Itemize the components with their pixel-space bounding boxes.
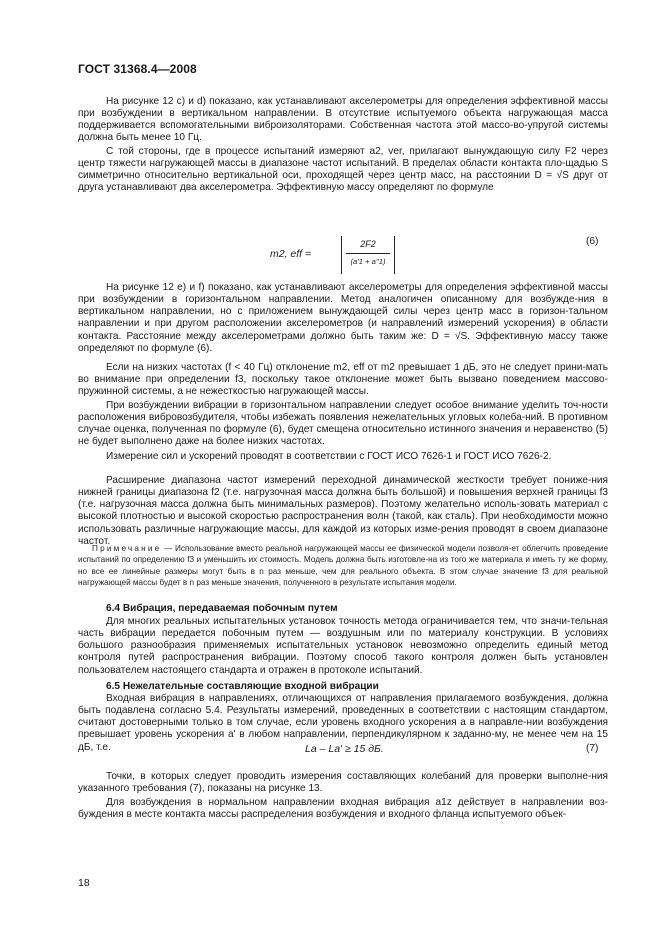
paragraph-after-7-a: Точки, в которых следует проводить измерения составляющих колебаний для проверки выполне-ния указанного требования (7), показаны на рисунке 13. bbox=[78, 771, 608, 795]
formula-6-numerator: 2F2 bbox=[360, 239, 376, 249]
formula-7-number: (7) bbox=[586, 743, 599, 754]
paragraph-1: На рисунке 12 с) и d) показано, как устанавливают акселерометры для определения эффективной массы при возбуждении в вертикальном направлении. В отсутствие испытуемого объекта нагружающая масса поддерживается вспомогательными виброизоляторами. Собственная частота этой массо-во-упругой системы должна быть менее 10 Гц. bbox=[78, 96, 608, 144]
formula-6-fraction bbox=[341, 236, 395, 274]
paragraph-after-7-b: Для возбуждения в нормальном направлении входная вибрация a1z действует в направлении воз-буждения в месте контакта массы распределения возбуждения и входного фланца испытуемого объек- bbox=[78, 797, 608, 821]
formula-6-number: (6) bbox=[586, 236, 599, 247]
section-6-5-text: Входная вибрация в направлениях, отличающихся от направления прилагаемого возбуждения, должна быть подавлена согласно 5.4. Результаты измерений, проведенных в соответствии с настоящим стандартом, считают достоверными только в том случае, если уровень входного ускорения a в направле-нии возбуждения превышает уровень ускорения a' в любом направлении, перпендикулярном к заданно-му, не менее чем на 15 дБ, т.е. bbox=[78, 693, 608, 753]
paragraph-2: С той стороны, где в процессе испытаний измеряют a2, ver, прилагают вынуждающую силу F2 через центр тяжести нагружающей массы в диапазоне частот испытаний. В пределах области контакта пло-щадью S симметрично относительно вертикальной оси, проходящей через центр масс, на расстоянии D = √S друг от друга устанавливают два акселерометра. Эффективную массу определяют по формуле bbox=[78, 146, 608, 194]
page-number: 18 bbox=[78, 877, 90, 889]
paragraph-7: Расширение диапазона частот измерений переходной динамической жесткости требует пониже-ния нижней границы диапазона f2 (т.е. нагрузочная масса должна быть большой) и повышения верхней границы f3 (т.е. нагрузочная масса должна быть минимальных размеров). Поэтому желательно исполь-зовать материал с высокой плотностью и высокой скоростью распространения волн (такой, как сталь). При необходимости можно использовать различные нагружающие массы, для каждой из которых изме-рения проводят в своем диапазоне частот. bbox=[78, 475, 608, 547]
formula-6-denominator: (a'1 + a''1) bbox=[350, 257, 386, 266]
section-6-4-heading: 6.4 Вибрация, передаваемая побочным путем bbox=[106, 603, 338, 614]
formula-7: La – La' ≥ 15 дБ. bbox=[305, 743, 384, 755]
paragraph-5: При возбуждении вибрации в горизонтальном направлении следует особое внимание уделить точ-ности расположения вибровозбудителя, чтобы избежать появления нежелательных угловых колеба-ний. В противном случае оценка, полученная по формуле (6), будет смещена относительно истинного значения и неравенство (5) не будет выполнено даже на более низких частотах. bbox=[78, 400, 608, 448]
paragraph-6: Измерение сил и ускорений проводят в соответствии с ГОСТ ИСО 7626-1 и ГОСТ ИСО 7626-2. bbox=[106, 451, 552, 462]
formula-6-lhs: m2, eff = bbox=[270, 248, 312, 260]
paragraph-4: Если на низких частотах (f < 40 Гц) отклонение m2, eff от m2 превышает 1 дБ, это не следует прини-мать во внимание при определении f3, поскольку такое отклонение может быть вызвано поведением массово-пружинной системы, а не нежесткостью нагружающей массы. bbox=[78, 362, 608, 398]
formula-6-fraction-line bbox=[346, 253, 390, 254]
section-6-5-heading: 6.5 Нежелательные составляющие входной вибрации bbox=[106, 681, 379, 692]
note bbox=[78, 543, 608, 588]
note-text: — Использование вместо реальной нагружающей массы ее физической модели позволя-ет облегчить проведение испытаний по определению f3 и уменьшить их стоимость. Модель должна быть изготовле-на из того же материала и иметь ту же форму, но все ее линейные размеры могут быть в n раз меньше, чем для реального объекта. В этом случае значение f3 для реальной нагружающей массы будет в n раз меньше значения, полученного в результате испытания модели. bbox=[78, 544, 608, 587]
section-6-4-text: Для многих реальных испытательных установок точность метода ограничивается тем, что значи-тельная часть вибрации передается побочным путем — воздушным или по материалу конструкции. В условиях большого разнообразия применяемых испытательных установок невозможно определить единый метод контроля путей распространения вибрации. Поэтому способ такого контроля должен быть установлен пользователем настоящего стандарта и отражен в протоколе испытаний. bbox=[78, 616, 608, 676]
page-header: ГОСТ 31368.4—2008 bbox=[78, 62, 197, 76]
note-label: Примечание bbox=[92, 544, 162, 553]
paragraph-3: На рисунке 12 е) и f) показано, как устанавливают акселерометры для определения эффективной массы при возбуждении в горизонтальном направлении. Метод аналогичен описанному для возбужде-ния в вертикальном направлении, но с приложением вынуждающей силы через центр масс в горизон-тальном направлении и при другом расположении акселерометров (и направлений измерений ускорения) в области контакта. Расстояние между акселерометрами должно быть таким же: D = √S. Эффективную массу также определяют по формуле (6). bbox=[78, 282, 608, 354]
